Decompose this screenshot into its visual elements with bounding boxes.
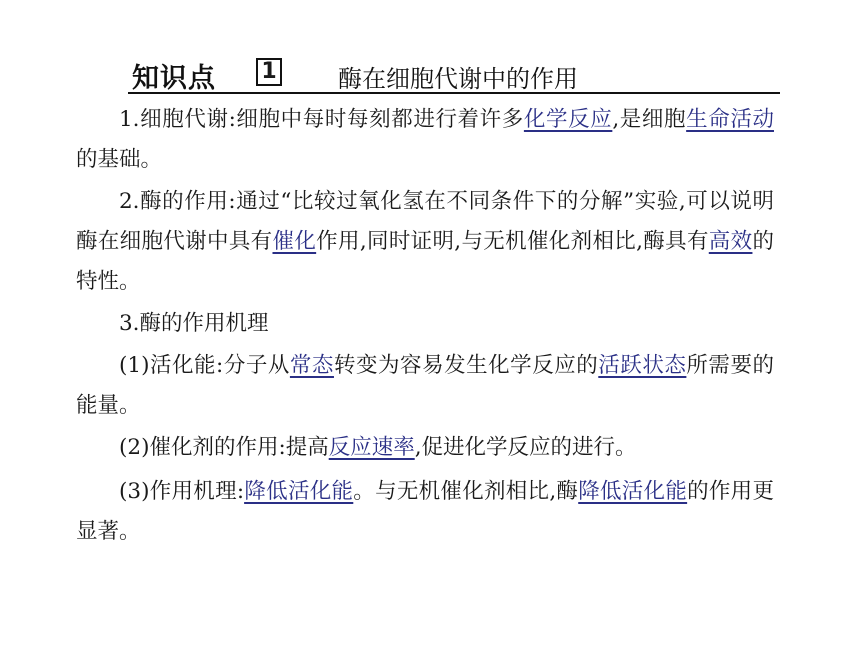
- section-header: [128, 52, 780, 94]
- answer-term: 降低活化能: [244, 479, 354, 504]
- answer-term: 常态: [289, 353, 334, 378]
- answer-term: 高效: [708, 229, 753, 254]
- text-run: 1.细胞代谢:细胞中每时每刻都进行着许多: [119, 107, 524, 132]
- text-run: 的特性。: [76, 229, 774, 294]
- text-run: 的作用更显著。: [76, 479, 774, 544]
- answer-term: 反应速率: [328, 435, 415, 460]
- text-run: ,促进化学反应的进行。: [414, 435, 637, 460]
- section-title: 酶在细胞代谢中的作用: [338, 65, 578, 93]
- answer-term: 化学反应: [523, 107, 613, 132]
- text-run: (2)催化剂的作用:提高: [119, 435, 329, 460]
- answer-term: 活跃状态: [598, 353, 687, 378]
- answer-term: 生命活动: [686, 107, 774, 132]
- answer-term: 催化: [272, 229, 317, 254]
- paragraph-catalyst-role: [76, 428, 774, 468]
- knowledge-point-label: 知识点: [132, 63, 216, 94]
- paragraph-activation-energy: [76, 346, 774, 426]
- paragraph-cell-metabolism: [76, 100, 774, 180]
- text-run: 3.酶的作用机理: [119, 311, 269, 336]
- text-run: ,是细胞: [612, 107, 687, 132]
- paragraph-mechanism-heading: [76, 304, 774, 344]
- text-run: 2.酶的作用:通过“比较过氧化氢在不同条件下的分解”实验,可以说明酶在细胞代谢中具有: [76, 189, 774, 254]
- text-run: (3)作用机理:: [119, 479, 245, 504]
- text-run: 的基础。: [76, 147, 163, 172]
- paragraph-mechanism: [76, 472, 774, 552]
- text-run: 转变为容易发生化学反应的: [333, 353, 599, 378]
- text-run: 作用,同时证明,与无机催化剂相比,酶具有: [316, 229, 709, 254]
- paragraph-enzyme-function: [76, 182, 774, 302]
- text-run: (1)活化能:分子从: [119, 353, 290, 378]
- knowledge-point-number: 1: [256, 58, 282, 86]
- content-body: [76, 100, 774, 554]
- answer-term: 降低活化能: [578, 479, 688, 504]
- text-run: 。与无机催化剂相比,酶: [353, 479, 579, 504]
- text-run: 所需要的能量。: [76, 353, 774, 418]
